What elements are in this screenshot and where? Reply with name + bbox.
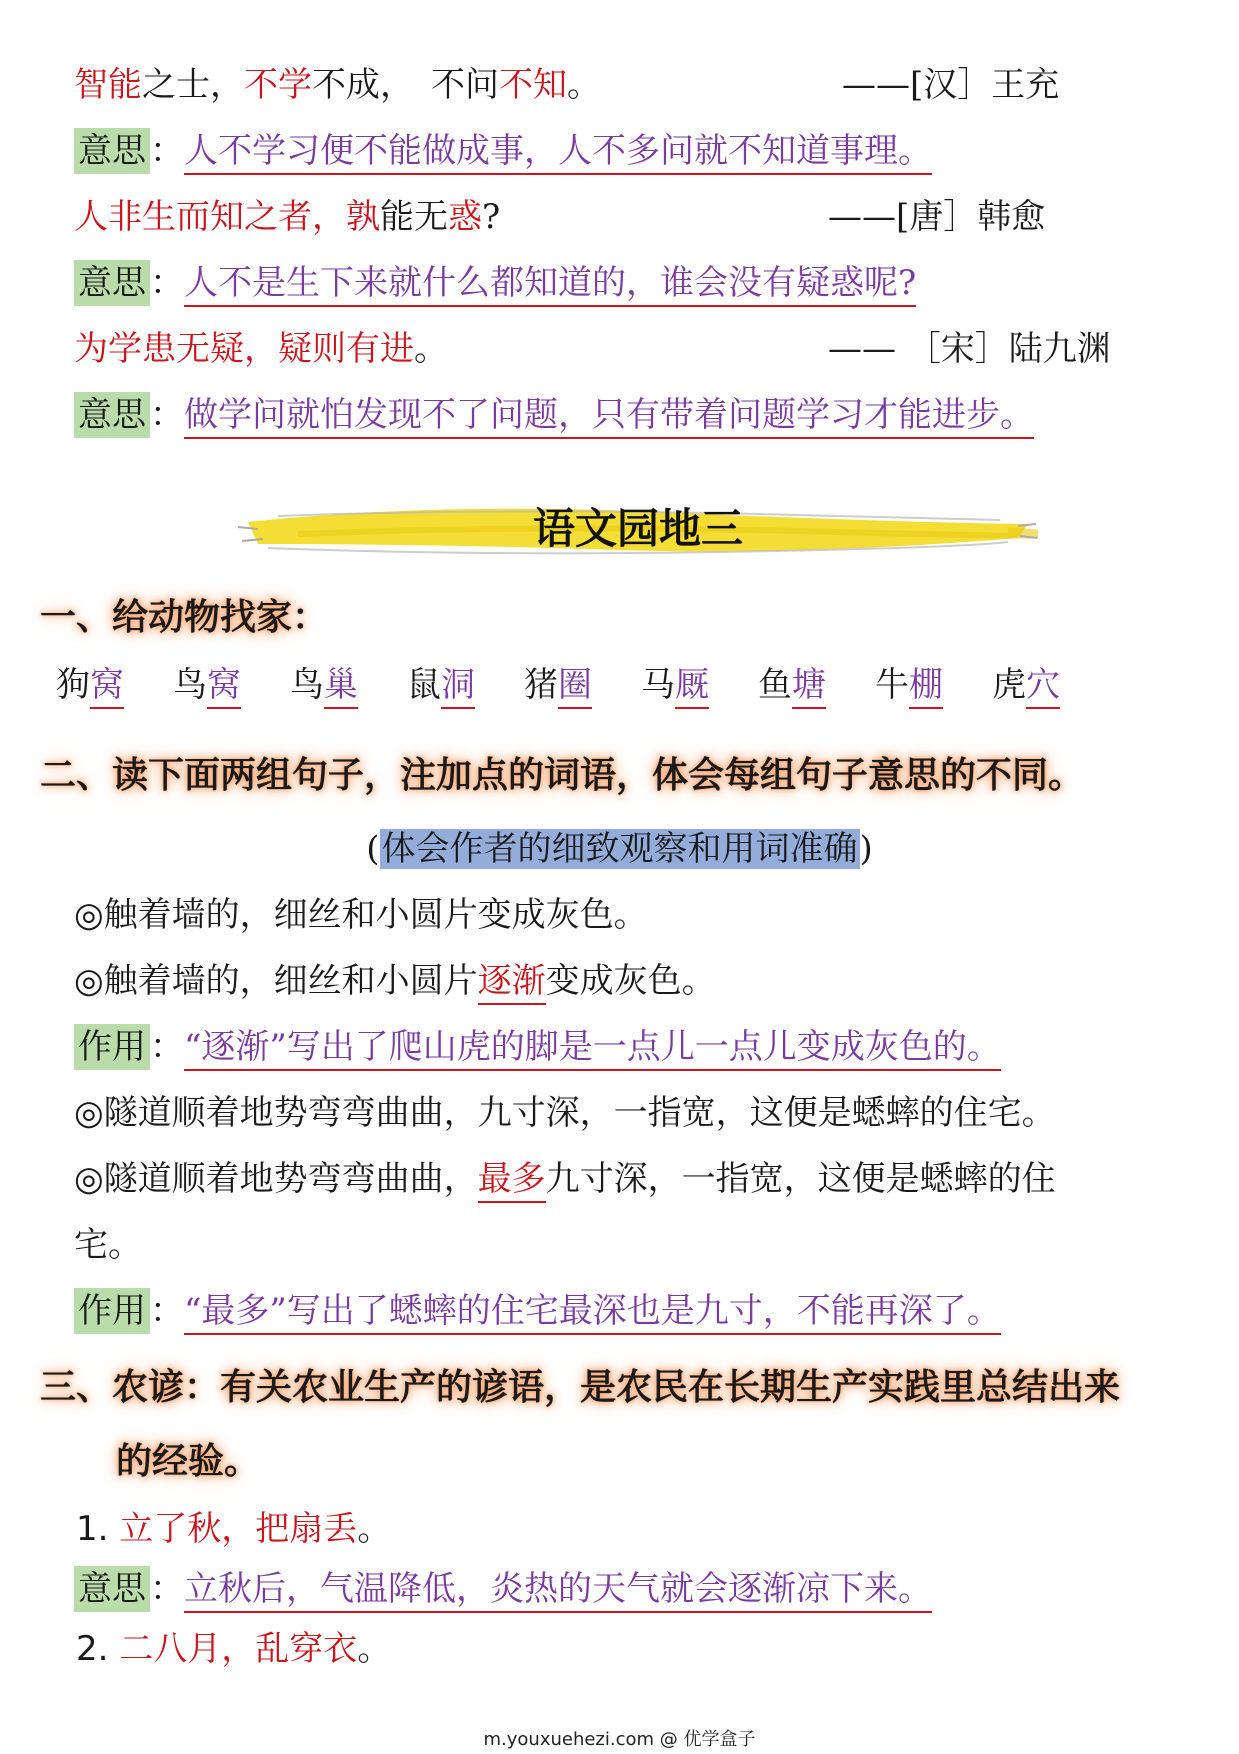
effect-1-text: “逐渐”写出了爬山虎的脚是一点儿一点儿变成灰色的。 bbox=[184, 1027, 1001, 1071]
paren-open: ( bbox=[366, 829, 380, 869]
proverb-2-end: 。 bbox=[357, 1629, 392, 1669]
animal-home: 塘 bbox=[792, 665, 826, 709]
quote-2-segment: 惑 bbox=[448, 197, 482, 237]
animal-home: 巢 bbox=[324, 665, 358, 709]
animal-home: 窝 bbox=[90, 665, 124, 709]
quote-1-attribution: ——[汉］王充 bbox=[842, 65, 1060, 105]
meaning-label: 意思 bbox=[74, 260, 150, 306]
quote-3-line bbox=[74, 326, 448, 372]
section-2-subtitle bbox=[0, 826, 1239, 872]
animal-name: 鱼 bbox=[758, 665, 792, 705]
sentence-3: ◎隧道顺着地势弯弯曲曲，九寸深，一指宽，这便是蟋蟀的住宅。 bbox=[74, 1093, 1056, 1133]
sentence-4-pre: ◎隧道顺着地势弯弯曲曲， bbox=[74, 1159, 478, 1199]
animal-name: 鼠 bbox=[407, 665, 441, 705]
quote-1-segment: 不学 bbox=[244, 65, 312, 105]
animal-home: 棚 bbox=[909, 665, 943, 709]
animal-item bbox=[641, 662, 709, 708]
sentence-2-pre: ◎触着墙的，细丝和小圆片 bbox=[74, 961, 478, 1001]
banner-title: 语文园地三 bbox=[532, 504, 743, 553]
effect-1-row: 作用 ：“逐渐”写出了爬山虎的脚是一点儿一点儿变成灰色的。 bbox=[74, 1024, 1001, 1070]
animal-home: 圈 bbox=[558, 665, 592, 709]
meaning-label: 意思 bbox=[74, 1566, 150, 1612]
proverb-1-meaning: 立秋后，气温降低，炎热的天气就会逐渐凉下来。 bbox=[184, 1569, 932, 1613]
proverb-1-end: 。 bbox=[357, 1509, 392, 1549]
meaning-label: 意思 bbox=[74, 392, 150, 438]
animal-name: 鸟 bbox=[173, 665, 207, 705]
quote-1-line bbox=[74, 62, 601, 108]
proverb-2-text: 二八月，乱穿衣 bbox=[119, 1629, 358, 1669]
animal-item bbox=[758, 662, 826, 708]
quote-2-segment: 人非生而知之者， bbox=[74, 197, 346, 237]
animal-name: 狗 bbox=[56, 665, 90, 705]
quote-2-line bbox=[74, 194, 500, 240]
sentence-2-key: 逐渐 bbox=[478, 961, 546, 1005]
animal-name: 鸟 bbox=[290, 665, 324, 705]
quote-2-segment: 孰 bbox=[346, 197, 380, 237]
proverb-2 bbox=[76, 1626, 391, 1672]
quote-1-segment: 。 bbox=[567, 65, 601, 105]
sentence-4-post: 九寸深，一指宽，这便是蟋蟀的住 bbox=[545, 1159, 1056, 1199]
sentence-2 bbox=[74, 958, 716, 1004]
proverb-1-meaning-row: 意思 ：立秋后，气温降低，炎热的天气就会逐渐凉下来。 bbox=[74, 1566, 932, 1612]
section-3-heading-line-1: 三、农谚：有关农业生产的谚语，是农民在长期生产实践里总结出来 bbox=[40, 1366, 1121, 1408]
animal-home: 穴 bbox=[1026, 665, 1060, 709]
quote-1-segment: 不成， 不问 bbox=[312, 65, 499, 105]
quote-1-meaning: 人不学习便不能做成事，人不多问就不知道事理。 bbox=[184, 131, 932, 175]
effect-label: 作用 bbox=[74, 1288, 150, 1334]
section-banner bbox=[238, 494, 1038, 564]
quote-1-meaning-row: 意思 ：人不学习便不能做成事，人不多问就不知道事理。 bbox=[74, 128, 932, 174]
animal-item bbox=[875, 662, 943, 708]
sentence-4-continued: 宅。 bbox=[74, 1225, 142, 1265]
animal-item bbox=[56, 662, 124, 708]
quote-2-segment: ? bbox=[482, 197, 501, 237]
effect-label: 作用 bbox=[74, 1024, 150, 1070]
animal-item bbox=[290, 662, 358, 708]
meaning-label: 意思 bbox=[74, 128, 150, 174]
quote-1-segment: 之士， bbox=[142, 65, 244, 105]
proverb-2-number: 2. bbox=[76, 1629, 109, 1669]
animal-item bbox=[992, 662, 1060, 708]
quote-3-meaning-row: 意思 ：做学问就怕发现不了问题，只有带着问题学习才能进步。 bbox=[74, 392, 1034, 438]
quote-3-meaning: 做学问就怕发现不了问题，只有带着问题学习才能进步。 bbox=[184, 395, 1034, 439]
animal-name: 猪 bbox=[524, 665, 558, 705]
effect-2-text: “最多”写出了蟋蟀的住宅最深也是九寸，不能再深了。 bbox=[184, 1291, 1001, 1335]
animal-name: 牛 bbox=[875, 665, 909, 705]
sentence-1: ◎触着墙的，细丝和小圆片变成灰色。 bbox=[74, 895, 648, 935]
quote-2-meaning-row: 意思 ：人不是生下来就什么都知道的，谁会没有疑惑呢? bbox=[74, 260, 916, 306]
section-3-heading-line-2: 的经验。 bbox=[116, 1440, 261, 1482]
animal-item bbox=[407, 662, 475, 708]
animal-item bbox=[524, 662, 592, 708]
sentence-4 bbox=[74, 1156, 1056, 1202]
quote-3-attribution: —— ［宋］陆九渊 bbox=[828, 329, 1111, 369]
animal-home: 窝 bbox=[207, 665, 241, 709]
quote-1-segment: 不知 bbox=[499, 65, 567, 105]
animal-name: 马 bbox=[641, 665, 675, 705]
animal-name: 虎 bbox=[992, 665, 1026, 705]
sentence-2-post: 变成灰色。 bbox=[545, 961, 716, 1001]
animal-home: 洞 bbox=[441, 665, 475, 709]
quote-2-meaning: 人不是生下来就什么都知道的，谁会没有疑惑呢? bbox=[184, 263, 916, 307]
quote-3-segment: 。 bbox=[414, 329, 448, 369]
quote-2-attribution: ——[唐］韩愈 bbox=[828, 197, 1046, 237]
quote-2-segment: 能无 bbox=[380, 197, 448, 237]
paren-close: ) bbox=[859, 829, 873, 869]
effect-2-row: 作用 ：“最多”写出了蟋蟀的住宅最深也是九寸，不能再深了。 bbox=[74, 1288, 1001, 1334]
animal-item bbox=[173, 662, 241, 708]
animal-home-list bbox=[56, 662, 1186, 712]
footer-watermark: m.youxuehezi.com @ 优学盒子 bbox=[483, 1729, 756, 1750]
animal-home: 厩 bbox=[675, 665, 709, 709]
proverb-1-number: 1. bbox=[76, 1509, 109, 1549]
section-2-heading: 二、读下面两组句子，注加点的词语，体会每组句子意思的不同。 bbox=[40, 754, 1085, 796]
quote-1-segment: 智能 bbox=[74, 65, 142, 105]
proverb-1-text: 立了秋，把扇丢 bbox=[119, 1509, 358, 1549]
highlighted-subtitle: 体会作者的细致观察和用词准确 bbox=[381, 829, 858, 869]
quote-3-segment: 为学患无疑，疑则有进 bbox=[74, 329, 414, 369]
sentence-4-key: 最多 bbox=[478, 1159, 546, 1203]
proverb-1 bbox=[76, 1506, 391, 1552]
section-1-heading: 一、给动物找家： bbox=[40, 596, 329, 638]
